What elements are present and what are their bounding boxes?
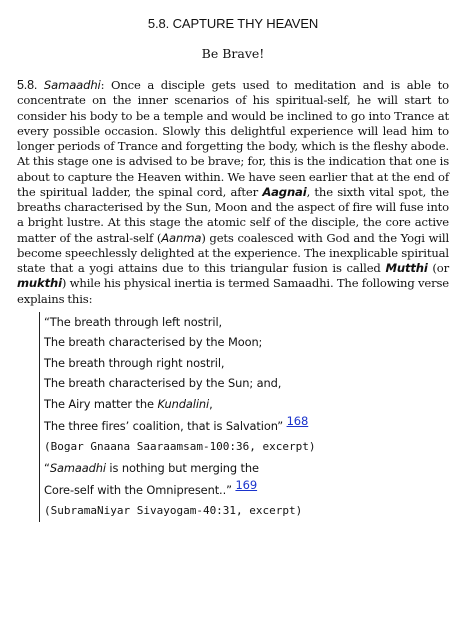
section-number: 5.8. [17,78,38,92]
term-mukthi: mukthi [17,276,62,291]
verse-line-5-suffix: , [209,396,213,411]
body-text-4: (or [427,261,449,275]
footnote-link-168[interactable]: 168 [286,414,309,429]
verse-line-8-text: Core-self with the Omnipresent..” [44,483,232,498]
verse-quote-block [39,312,449,522]
verse-line [44,458,449,479]
verse-line-7-open: “ [44,460,50,475]
chapter-title: 5.8. CAPTURE THY HEAVEN [147,16,319,31]
verse-line-5-prefix: The Airy matter the [44,396,158,411]
verse-source-citation: (Bogar Gnaana Saaraamsam-100:36, excerpt) [44,440,316,454]
body-paragraph [17,78,449,307]
verse-line [44,414,449,437]
term-mutthi: Mutthi [385,261,428,275]
term-samaadhi: Samaadhi [43,78,101,92]
verse-line [44,394,449,415]
body-text-5: ) while his physical inertia is termed Samaadhi. The following verse explains this: [17,276,449,306]
verse-line: The breath characterised by the Sun; and, [44,376,282,391]
term-aagnai: Aagnai [262,184,307,199]
verse-line-6-text: The three fires’ coalition, that is Salvation” [44,419,284,434]
footnote-link-169[interactable]: 169 [235,478,258,493]
body-text-2: , the sixth vital spot, the breaths characterised by the Sun, Moon and the aspect of fire will fuse into a bright lustre. At this stage the atomic self of the disciple, the core active matter of the astral-self ( [17,184,449,245]
verse-line-7-suffix: is nothing but merging the [105,460,259,475]
section-subtitle: Be Brave! [201,46,265,61]
verse-line: The breath through right nostril, [44,355,225,370]
term-samaadhi-verse: Samaadhi [49,460,106,475]
term-kundalini: Kundalini [157,396,210,411]
verse-line: “The breath through left nostril, [44,314,223,329]
verse-line: The breath characterised by the Moon; [44,335,263,350]
verse-source-citation: (SubramaNiyar Sivayogam-40:31, excerpt) [44,504,303,518]
term-aanma: Aanma [161,230,202,245]
verse-line [44,478,449,501]
body-text-3: ) gets coalesced with God and the Yogi will become speechlessly delighted at the experience. The inexplicable spiritual state that a yogi attains due to this triangular fusion is called [17,230,449,275]
body-text-1: : Once a disciple gets used to meditation and is able to concentrate on the inner scenarios of his spiritual-self, he will start to consider his body to be a temple and would be inclined to go into Trance at every possible occasion. Slowly this delightful experience will lead him to longer periods of Trance and forgetting the body, which is the fleshy abode. At this stage one is advised to be brave; for, this is the indication that one is about to capture the Heaven within. We have seen earlier that at the end of the spiritual ladder, the spinal cord, after [17,78,449,199]
